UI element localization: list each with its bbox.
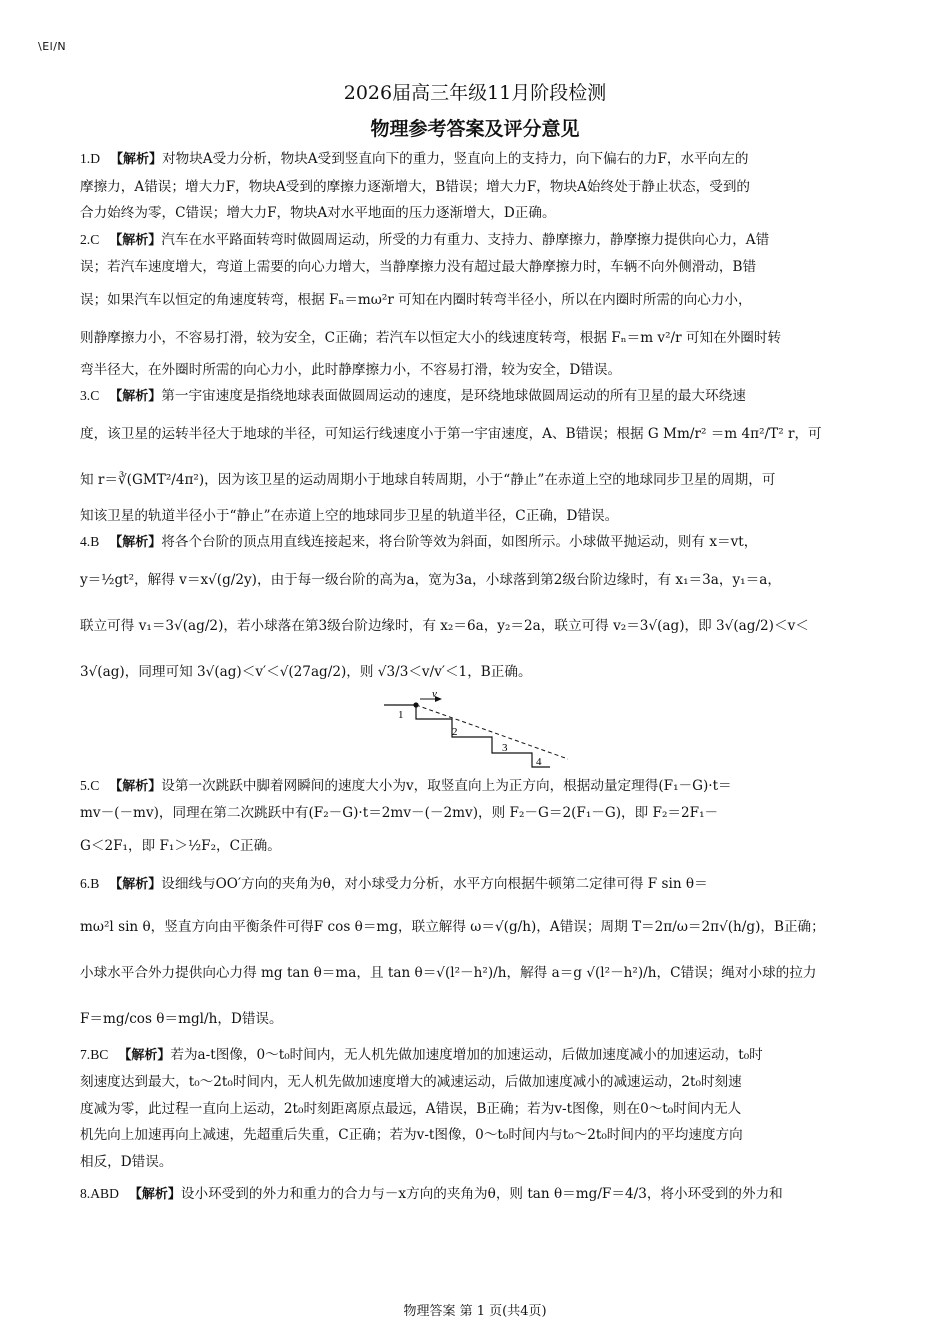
staircase-diagram xyxy=(80,687,873,773)
answer-text-line: 联立可得 v₁＝3√(ag/2)，若小球落在第3级台阶边缘时，有 x₂＝6a，y₂＝2a，联立可得 v₂＝3√(ag)，即 3√(ag/2)＜v＜ xyxy=(80,617,809,634)
answer-number: 5.C xyxy=(80,777,100,793)
page-footer: 物理答案 第 1 页(共4页) xyxy=(403,1304,547,1319)
answer-text-line: mv－(－mv)，同理在第二次跳跃中有(F₂－G)·t＝2mv－(－2mv)，则 F₂－G＝2(F₁－G)，即 F₂＝2F₁－ xyxy=(80,805,719,821)
answer-text-line: 知 r＝∛(GMT²/4π²)，因为该卫星的运动周期小于地球自转周期，小于“静止”在赤道上空的地球同步卫星的周期，可 xyxy=(80,471,776,488)
staircase-outline xyxy=(384,705,550,767)
answer-text-line: 度，该卫星的运转半径大于地球的半径，可知运行线速度小于第一宇宙速度，A、B错误；根据 G Mm/r² ＝m 4π²/T² r，可 xyxy=(80,425,822,442)
corner-mark: \El/N xyxy=(38,40,67,53)
answer-text-line: G＜2F₁，即 F₁＞½F₂，C正确。 xyxy=(80,837,281,854)
answer-text-line: 小球水平合外力提供向心力得 mg tan θ＝ma，且 tan θ＝√(l²－h²)/h，解得 a＝g √(l²－h²)/h，C错误；绳对小球的拉力 xyxy=(80,964,817,981)
answer-item-8 xyxy=(80,1175,873,1214)
analysis-tag: 【解析】 xyxy=(128,1187,181,1202)
step-label-3: 3 xyxy=(502,741,508,754)
answer-text-line: 度减为零，此过程一直向上运动，2t₀时刻距离原点最远，A错误，B正确；若为v-t图像，则在0～t₀时间内无人 xyxy=(80,1100,742,1117)
answer-text-line: 3√(ag)，同理可知 3√(ag)＜v′＜√(27ag/2)，则 √3/3＜v/v′＜1，B正确。 xyxy=(80,663,532,680)
answer-text-line: 第一宇宙速度是指绕地球表面做圆周运动的速度，是环绕地球做圆周运动的所有卫星的最大环绕速 xyxy=(161,388,746,404)
answer-number: 8.ABD xyxy=(80,1186,119,1201)
answer-text-line: 知该卫星的轨道半径小于“静止”在赤道上空的地球同步卫星的轨道半径，C正确，D错误。 xyxy=(80,507,619,524)
analysis-tag: 【解析】 xyxy=(109,778,162,794)
answer-text-line: 则静摩擦力小，不容易打滑，较为安全，C正确；若汽车以恒定大小的线速度转弯，根据 Fₙ＝m v²/r 可知在外圈时转 xyxy=(80,329,782,346)
step-label-4: 4 xyxy=(536,755,542,768)
answer-text-line: 机先向上加速再向上减速，先超重后失重，C正确；若为v-t图像，0～t₀时间内与t₀～2t₀时间内的平均速度方向 xyxy=(80,1127,743,1143)
answer-number: 3.C xyxy=(80,388,100,403)
answer-number: 7.BC xyxy=(80,1046,109,1062)
answer-item-4 xyxy=(80,529,873,773)
analysis-tag: 【解析】 xyxy=(109,876,162,892)
answer-item-5 xyxy=(80,773,873,865)
answer-item-7 xyxy=(80,1042,873,1176)
answer-text-line: 误；若汽车速度增大，弯道上需要的向心力增大，当静摩擦力没有超过最大静摩擦力时，车辆不向外侧滑动，B错 xyxy=(80,259,757,275)
step-label-2: 2 xyxy=(452,725,458,738)
answer-text-line: 弯半径大，在外圈时所需的向心力小，此时静摩擦力小，不容易打滑，较为安全，D错误。 xyxy=(80,361,622,378)
answer-number: 2.C xyxy=(80,231,100,247)
answer-text-line: 相反，D错误。 xyxy=(80,1153,173,1170)
answer-text-line: y＝½gt²，解得 v＝x√(g/2y)，由于每一级台阶的高为a，宽为3a，小球落到第2级台阶边缘时，有 x₁＝3a，y₁＝a， xyxy=(80,571,781,588)
answer-text-line: 设第一次跳跃中脚着网瞬间的速度大小为v，取竖直向上为正方向，根据动量定理得(F₁－G)·t＝ xyxy=(161,777,732,794)
answer-number: 4.B xyxy=(80,534,100,549)
answer-text-line: 设细线与OO′方向的夹角为θ，对小球受力分析，水平方向根据牛顿第二定律可得 F sin θ＝ xyxy=(161,875,708,892)
answer-title: 物理参考答案及评分意见 xyxy=(370,118,580,140)
answer-content xyxy=(80,146,873,1214)
answer-number: 6.B xyxy=(80,875,100,891)
analysis-tag: 【解析】 xyxy=(109,535,162,550)
step-label-1: 1 xyxy=(398,708,404,721)
answer-text-line: 汽车在水平路面转弯时做圆周运动，所受的力有重力、支持力、静摩擦力，静摩擦力提供向心力，A错 xyxy=(161,231,770,248)
answer-item-1 xyxy=(80,146,873,227)
answer-text-line: 摩擦力，A错误；增大力F，物块A受到的摩擦力逐渐增大，B错误；增大力F，物块A始终处于静止状态，受到的 xyxy=(80,178,751,195)
answer-text-line: 对物块A受力分析，物块A受到竖直向下的重力，竖直向上的支持力，向下偏右的力F，水平向左的 xyxy=(162,151,749,167)
ball-dot xyxy=(413,702,418,707)
answer-text-line: mω²l sin θ，竖直方向由平衡条件可得F cos θ＝mg，联立解得 ω＝√(g/h)，A错误；周期 T＝2π/ω＝2π√(h/g)，B正确； xyxy=(80,918,825,935)
analysis-tag: 【解析】 xyxy=(109,232,162,248)
answer-text-line: 合力始终为零，C错误；增大力F，物块A对水平地面的压力逐渐增大，D正确。 xyxy=(80,205,556,221)
analysis-tag: 【解析】 xyxy=(118,1047,171,1063)
answer-text-line: 设小环受到的外力和重力的合力与－x方向的夹角为θ，则 tan θ＝mg/F＝4/3，将小环受到的外力和 xyxy=(180,1186,783,1202)
analysis-tag: 【解析】 xyxy=(110,152,163,167)
answer-item-3 xyxy=(80,383,873,529)
answer-text-line: F＝mg/cos θ＝mgl/h，D错误。 xyxy=(80,1010,283,1027)
analysis-tag: 【解析】 xyxy=(109,389,162,404)
exam-title: 2026届高三年级11月阶段检测 xyxy=(343,82,607,104)
velocity-label: v xyxy=(432,687,437,700)
answer-text-line: 若为a-t图像，0～t₀时间内，无人机先做加速度增加的加速运动，后做加速度减小的加速运动，t₀时 xyxy=(170,1046,763,1063)
answer-number: 1.D xyxy=(80,151,101,166)
answer-text-line: 误；如果汽车以恒定的角速度转弯，根据 Fₙ＝mω²r 可知在内圈时转弯半径小，所以在内圈时所需的向心力小， xyxy=(80,291,752,308)
staircase-figure xyxy=(80,687,873,773)
answer-item-6 xyxy=(80,865,873,1042)
answer-text-line: 将各个台阶的顶点用直线连接起来，将台阶等效为斜面，如图所示。小球做平抛运动，则有 x＝vt， xyxy=(161,534,758,550)
answer-text-line: 刻速度达到最大，t₀～2t₀时间内，无人机先做加速度增大的减速运动，后做加速度减小的减速运动，2t₀时刻速 xyxy=(80,1074,742,1090)
answer-item-2 xyxy=(80,227,873,384)
